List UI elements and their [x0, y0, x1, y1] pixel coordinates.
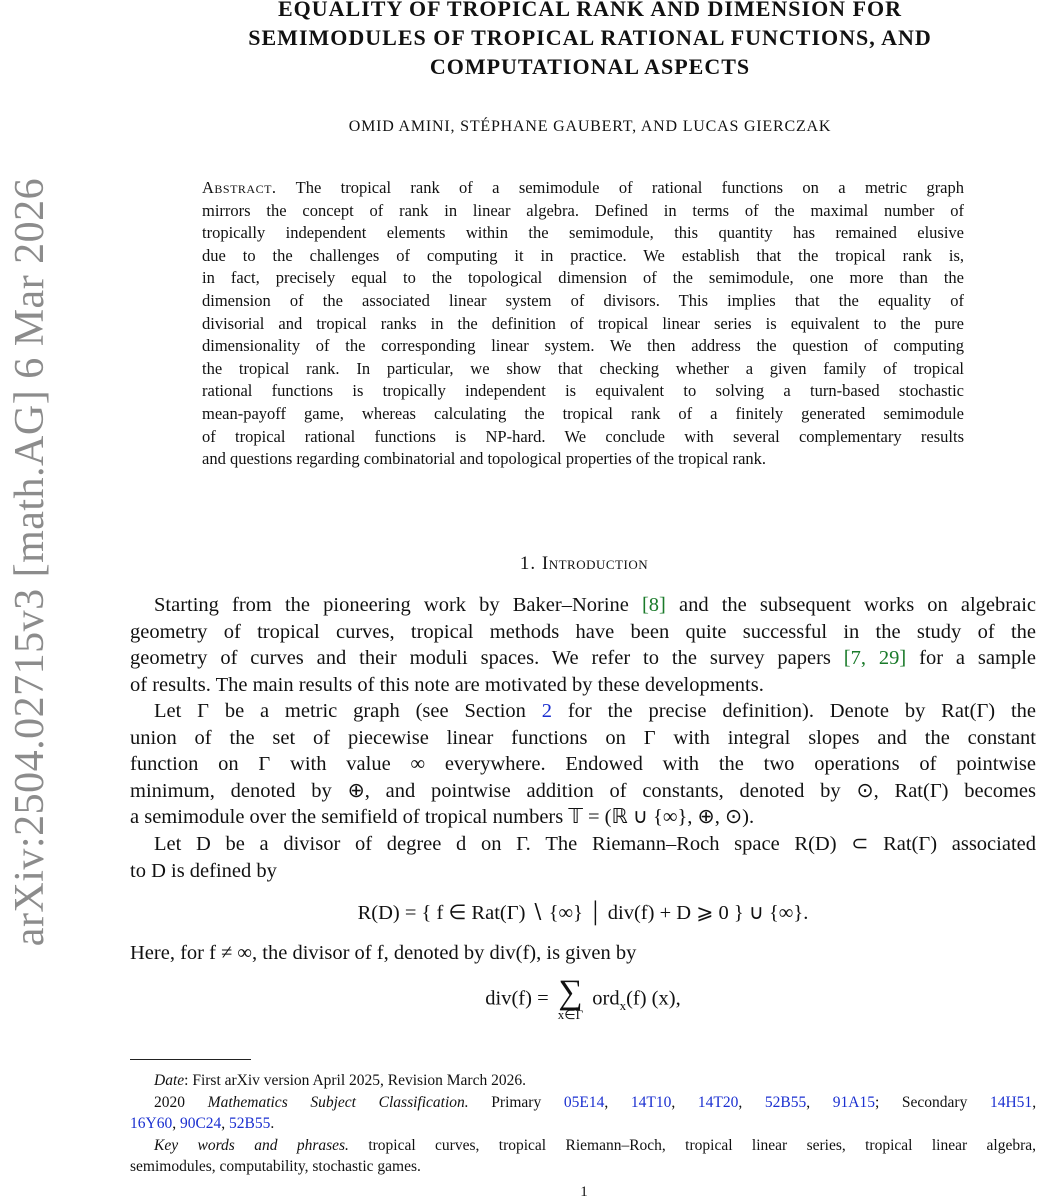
text-line: geometry of tropical curves, tropical methods have been quite successful in the study of the	[130, 620, 1036, 643]
page-number: 1	[580, 1184, 588, 1200]
title-line-1: EQUALITY OF TROPICAL RANK AND DIMENSION FOR	[277, 0, 903, 21]
paragraph-3	[130, 831, 1036, 884]
paper-title	[150, 0, 1030, 81]
sigma-symbol: ∑	[558, 974, 583, 1011]
citation-link[interactable]: [8]	[641, 594, 666, 616]
footnote-rule	[130, 1059, 251, 1060]
text: geometry of curves and their moduli spaces. We refer to the survey papers	[130, 647, 844, 669]
abstract-line: mean-payoff game, whereas calculating the tropical rank of a finitely generated semimodule	[202, 403, 964, 423]
author-list: OMID AMINI, STÉPHANE GAUBERT, AND LUCAS GIERCZAK	[348, 118, 832, 135]
abstract-line: rational functions is tropically independent is equivalent to solving a turn-based stochastic	[202, 381, 964, 401]
msc-code-link[interactable]: 14T10	[630, 1093, 672, 1111]
title-line-3: COMPUTATIONAL ASPECTS	[429, 54, 751, 79]
keywords-label: Key words and phrases.	[154, 1136, 349, 1154]
msc-primary-label: Primary	[468, 1093, 564, 1111]
citation-link[interactable]: [7, 29]	[843, 647, 907, 669]
text-line: function on Γ with value ∞ everywhere. Endowed with the two operations of pointwise	[130, 753, 1036, 775]
text: and the subsequent works on algebraic	[665, 594, 1036, 616]
title-line-2: SEMIMODULES OF TROPICAL RATIONAL FUNCTIONS, AND	[248, 25, 932, 50]
text-line: Let D be a divisor of degree d on Γ. The Riemann–Roch space R(D) ⊂ Rat(Γ) associated	[154, 833, 1036, 855]
summation	[557, 974, 584, 1022]
msc-code-link[interactable]: 16Y60	[130, 1115, 173, 1132]
msc-code-link[interactable]: 05E14	[563, 1093, 605, 1111]
text-line: to D is defined by	[130, 859, 277, 882]
abstract-line: dimension of the associated linear system of divisors. This implies that the equality of	[202, 290, 964, 310]
abstract-line: of tropical rational functions is NP-hard. We conclude with several complementary results	[202, 426, 964, 446]
equation-lhs: div(f) =	[485, 987, 549, 1010]
abstract-line: mirrors the concept of rank in linear algebra. Defined in terms of the maximal number of	[202, 200, 964, 220]
text-line: Here, for f ≠ ∞, the divisor of f, denoted by div(f), is given by	[130, 942, 637, 964]
text: for the precise definition). Denote by Rat(Γ) the	[552, 700, 1036, 722]
arxiv-identifier[interactable]: arXiv:2504.02715v3 [math.AG] 6 Mar 2026	[7, 177, 53, 947]
msc-secondary-label: ; Secondary	[874, 1093, 990, 1111]
abstract-line: and questions regarding combinatorial and topological properties of the tropical rank.	[202, 449, 767, 469]
abstract-line: divisorial and tropical ranks in the definition of tropical linear series is equivalent to the pure	[202, 313, 964, 333]
msc-code-link[interactable]: 52B55	[764, 1093, 807, 1111]
text-line: minimum, denoted by ⊕, and pointwise addition of constants, denoted by ⊙, Rat(Γ) becomes	[130, 779, 1036, 802]
text: for a sample	[906, 647, 1036, 669]
msc-code-link[interactable]: 14T20	[697, 1093, 739, 1111]
text: Let Γ be a metric graph (see Section	[154, 700, 542, 722]
keywords-text: tropical curves, tropical Riemann–Roch, tropical linear series, tropical linear algebra,	[348, 1136, 1036, 1154]
paragraph-1	[130, 592, 1036, 698]
text-line: union of the set of piecewise linear functions on Γ with integral slopes and the constant	[130, 726, 1036, 749]
msc-code-link[interactable]: 52B55	[229, 1115, 271, 1132]
msc-code-link[interactable]: 90C24	[179, 1115, 222, 1132]
abstract-line: tropically independent elements within the semimodule, this quantity has remained elusive	[202, 223, 964, 243]
msc-label: Mathematics Subject Classification.	[207, 1093, 469, 1111]
abstract-line: dimensionality of the corresponding linear system. We then address the question of computing	[202, 336, 964, 356]
abstract-line: in fact, precisely equal to the topological dimension of the semimodule, one more than the	[202, 268, 964, 288]
abstract-line: the tropical rank. In particular, we show that checking whether a given family of tropical	[202, 358, 964, 378]
equation-divisor	[130, 974, 1036, 1022]
summation-index: x∈Γ	[557, 1007, 584, 1022]
abstract-line: The tropical rank of a semimodule of rational functions on a metric graph	[295, 178, 965, 197]
section-number: 1.	[519, 553, 537, 574]
date-text: : First arXiv version April 2025, Revision March 2026.	[184, 1072, 526, 1089]
equation-rhs-tail: (f) (x),	[626, 987, 681, 1010]
keywords-text: semimodules, computability, stochastic games.	[130, 1158, 421, 1175]
abstract-line: due to the challenges of computing it in practice. We establish that the tropical rank is,	[202, 245, 964, 265]
section-link[interactable]: 2	[541, 700, 553, 722]
text-line: a semimodule over the semifield of tropical numbers 𝕋 = (ℝ ∪ {∞}, ⊕, ⊙).	[130, 806, 755, 828]
equation-rhs: ord	[592, 987, 620, 1010]
equation-rhs-subscript: x	[619, 997, 627, 1013]
section-heading	[130, 553, 1037, 575]
text: Starting from the pioneering work by Baker–Norine	[154, 594, 642, 616]
paragraph-4	[130, 940, 1036, 967]
msc-code-link[interactable]: 14H51	[989, 1093, 1033, 1111]
abstract-label: Abstract.	[202, 178, 277, 197]
equation-riemann-roch-space: R(D) = { f ∈ Rat(Γ) ∖ {∞} │ div(f) + D ⩾ 0 } ∪ {∞}.	[357, 902, 809, 924]
paragraph-2	[130, 698, 1036, 831]
msc-year: 2020	[154, 1093, 208, 1111]
date-label: Date	[154, 1072, 185, 1089]
abstract	[202, 177, 964, 471]
footnotes: Date: First arXiv version April 2025, Revision March 2026. 2020 Mathematics Subject Classification. Primary 05E14, 14T10, 14T20, 52B55, 91A15; Secondary 14H51, 16Y60, 90C24, 52B55. Key words and phrases. tropical curves, tropical Riemann–Roch, tropical linear series, tropical linear algebra, semimodules, computability, stochastic games.	[130, 1070, 1036, 1178]
text-line: of results. The main results of this note are motivated by these developments.	[130, 673, 764, 696]
msc-code-link[interactable]: 91A15	[832, 1093, 875, 1111]
section-title: Introduction	[541, 553, 649, 574]
